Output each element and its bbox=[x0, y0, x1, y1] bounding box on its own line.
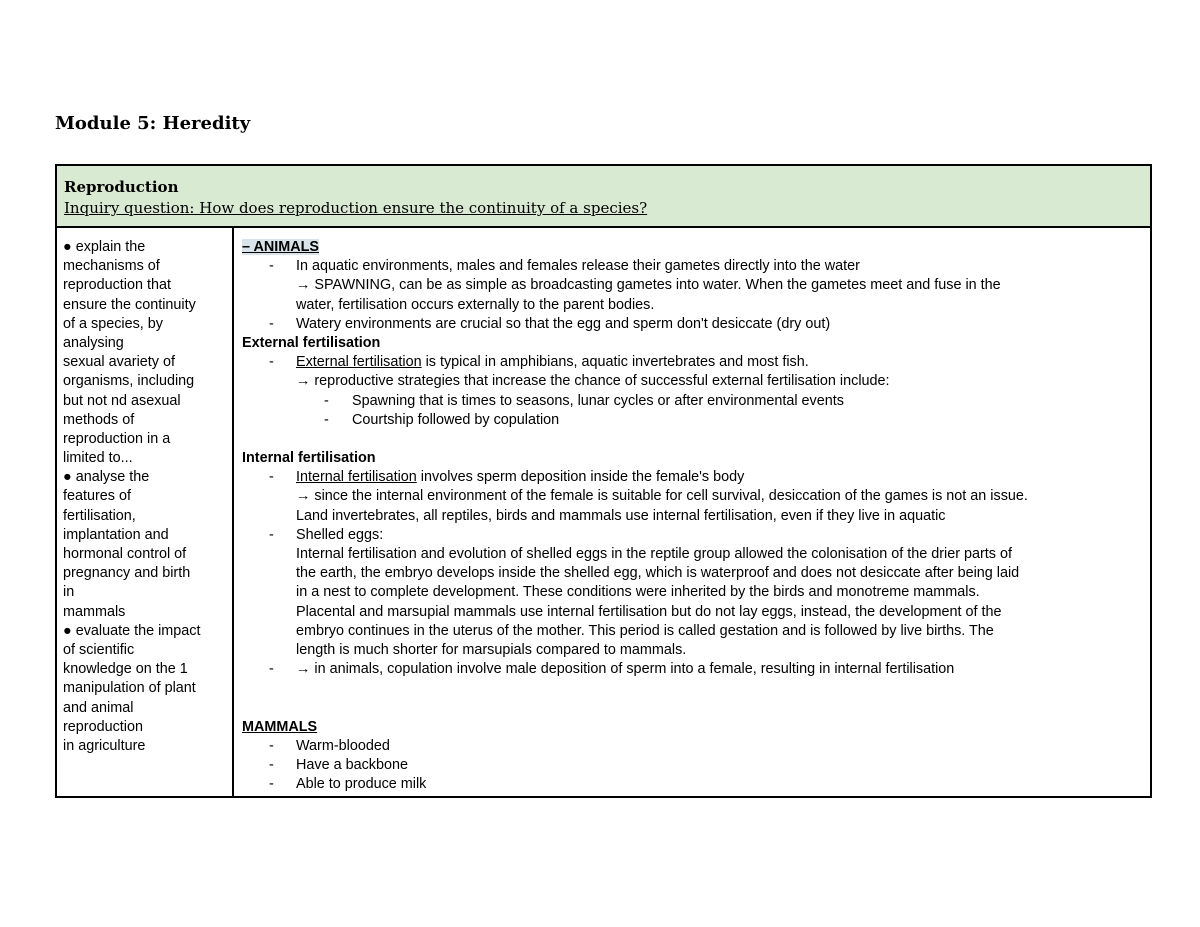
dash-bullet: - bbox=[269, 258, 274, 275]
syllabus-line: analysing bbox=[63, 334, 124, 351]
syllabus-line: fertilisation, bbox=[63, 507, 136, 524]
continuation-line: Placental and marsupial mammals use internal fertilisation but do not lay eggs, instead, the development of the bbox=[296, 603, 1002, 620]
external-term: External fertilisation bbox=[296, 354, 422, 371]
mammals-heading: MAMMALS bbox=[242, 718, 318, 735]
continuation-line: embryo continues in the uterus of the mother. This period is called gestation and is followed by live births. The bbox=[296, 622, 994, 639]
syllabus-line: methods of bbox=[63, 411, 135, 428]
syllabus-line: limited to... bbox=[63, 450, 133, 467]
syllabus-line: ● explain the bbox=[63, 239, 146, 255]
list-item bbox=[242, 353, 1150, 372]
item-text: Spawning that is times to seasons, lunar cycles or after environmental events bbox=[352, 392, 844, 409]
dash-bullet: - bbox=[269, 526, 274, 543]
item-text: Able to produce milk bbox=[296, 776, 427, 793]
syllabus-line: and animal bbox=[63, 699, 134, 716]
list-item bbox=[242, 775, 1150, 794]
spacer bbox=[242, 430, 1150, 449]
table-header bbox=[57, 166, 1150, 228]
item-text: Watery environments are crucial so that the egg and sperm don't desiccate (dry out) bbox=[296, 315, 831, 332]
item-text: Have a backbone bbox=[296, 757, 409, 774]
dash-bullet: - bbox=[269, 757, 274, 774]
syllabus-line: in bbox=[63, 584, 75, 601]
syllabus-line: knowledge on the 1 bbox=[63, 661, 188, 678]
syllabus-line: in agriculture bbox=[63, 737, 146, 754]
syllabus-line: manipulation of plant bbox=[63, 680, 196, 697]
item-text: Warm-blooded bbox=[296, 737, 390, 754]
item-text: Courtship followed by copulation bbox=[352, 411, 560, 428]
dash-bullet: - bbox=[269, 354, 274, 371]
syllabus-line: organisms, including bbox=[63, 373, 195, 390]
list-item bbox=[242, 756, 1150, 775]
dash-bullet: - bbox=[269, 661, 274, 678]
list-item bbox=[242, 660, 1150, 679]
internal-term: Internal fertilisation bbox=[296, 469, 417, 486]
syllabus-points bbox=[57, 228, 234, 796]
syllabus-line: features of bbox=[63, 488, 131, 505]
syllabus-line: reproduction in a bbox=[63, 430, 171, 447]
continuation-line: Land invertebrates, all reptiles, birds and mammals use internal fertilisation, even if they live in aquatic bbox=[296, 507, 946, 524]
item-text: Shelled eggs: bbox=[296, 526, 384, 543]
internal-heading: Internal fertilisation bbox=[242, 450, 376, 467]
content-table bbox=[55, 164, 1152, 798]
continuation-line: length is much shorter for marsupials compared to mammals. bbox=[296, 641, 687, 658]
continuation-line: in a nest to complete development. These conditions were inherited by the birds and monotreme mammals. bbox=[296, 584, 980, 601]
continuation-line: → SPAWNING, can be as simple as broadcasting gametes into water. When the gametes meet and fuse in the bbox=[296, 277, 1001, 294]
syllabus-line: but not nd asexual bbox=[63, 392, 181, 409]
dash-bullet: - bbox=[269, 776, 274, 793]
syllabus-line: mammals bbox=[63, 603, 126, 620]
dash-bullet: - bbox=[269, 469, 274, 486]
notes-cell bbox=[234, 228, 1150, 796]
syllabus-line: ● evaluate the impact bbox=[63, 622, 201, 639]
continuation-line: → since the internal environment of the female is suitable for cell survival, desiccation of the games is not an issue. bbox=[296, 488, 1028, 505]
list-item bbox=[242, 737, 1150, 756]
dash-bullet: - bbox=[324, 411, 329, 428]
item-text: is typical in amphibians, aquatic invertebrates and most fish. bbox=[421, 354, 809, 371]
inquiry-question: Inquiry question: How does reproduction ensure the continuity of a species? bbox=[64, 199, 648, 217]
syllabus-line: of a species, by bbox=[63, 315, 163, 332]
dash-bullet: - bbox=[269, 737, 274, 754]
list-item bbox=[242, 468, 1150, 487]
syllabus-line: ensure the continuity bbox=[63, 296, 196, 313]
syllabus-line: pregnancy and birth bbox=[63, 565, 191, 582]
continuation-line: → reproductive strategies that increase the chance of successful external fertilisation include: bbox=[296, 373, 890, 390]
syllabus-line: ● analyse the bbox=[63, 469, 150, 486]
syllabus-line: sexual avariety of bbox=[63, 354, 175, 371]
animals-heading-line bbox=[242, 238, 1150, 257]
syllabus-line: mechanisms of bbox=[63, 258, 160, 275]
list-item bbox=[242, 257, 1150, 276]
item-text: In aquatic environments, males and females release their gametes directly into the water bbox=[296, 258, 860, 275]
dash-bullet: - bbox=[324, 392, 329, 409]
item-text: → in animals, copulation involve male deposition of sperm into a female, resulting in internal fertilisation bbox=[296, 661, 955, 678]
syllabus-line: hormonal control of bbox=[63, 546, 187, 562]
item-text: involves sperm deposition inside the female's body bbox=[416, 469, 745, 486]
syllabus-line: reproduction bbox=[63, 718, 143, 735]
syllabus-line: reproduction that bbox=[63, 277, 172, 294]
sub-list-item bbox=[242, 411, 1150, 430]
external-heading: External fertilisation bbox=[242, 334, 381, 351]
continuation-line: water, fertilisation occurs externally to the parent bodies. bbox=[296, 296, 655, 313]
list-item bbox=[242, 315, 1150, 334]
section-title: Reproduction bbox=[64, 178, 179, 196]
continuation-line: Internal fertilisation and evolution of shelled eggs in the reptile group allowed the colonisation of the drier parts of bbox=[296, 546, 1012, 562]
dash-bullet: - bbox=[269, 315, 274, 332]
spacer bbox=[242, 699, 1150, 718]
spacer bbox=[242, 679, 1150, 698]
syllabus-line: implantation and bbox=[63, 526, 169, 543]
sub-list-item bbox=[242, 392, 1150, 411]
continuation-line: the earth, the embryo develops inside the shelled egg, which is waterproof and does not desiccate after being laid bbox=[296, 565, 1020, 582]
syllabus-line: of scientific bbox=[63, 641, 135, 658]
list-item bbox=[242, 526, 1150, 545]
page-title: Module 5: Heredity bbox=[55, 113, 251, 134]
animals-heading: – ANIMALS bbox=[242, 239, 320, 255]
